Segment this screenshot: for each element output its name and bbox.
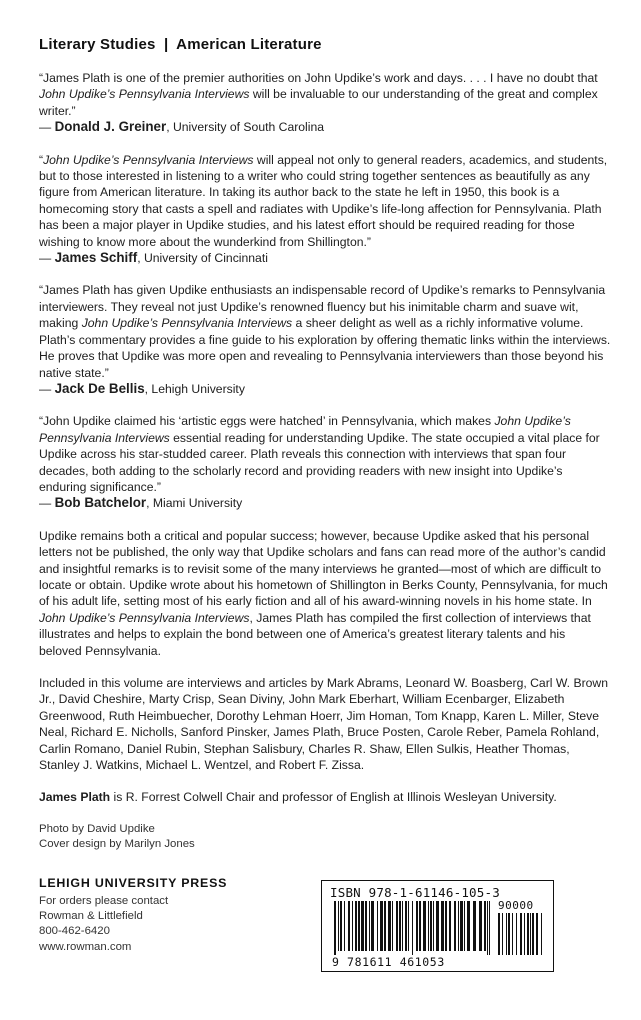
reviewer-affiliation: , Miami University — [146, 496, 243, 511]
text-run: Updike remains both a critical and popular success; however, because Updike asked that his personal letters not be published, the only way that Updike scholars and fans can read more of the author’s candid and insightful remarks is to revisit some of the many interviews he granted—most of which are difficult to locate or obtain. Updike wrote about his hometown of Shillington in Berks County, Pennsylvania, for much of his adult life, setting most of his early fiction and all of his award-winning novels in his home state. In — [39, 528, 608, 609]
cover-credit: Cover design by Marilyn Jones — [39, 838, 195, 851]
review-blurb — [39, 282, 611, 397]
website: www.rowman.com — [39, 940, 132, 953]
barcode-bars — [332, 901, 544, 955]
publisher-name: LEHIGH UNIVERSITY PRESS — [39, 876, 228, 891]
text-run: “James Plath is one of the premier authorities on John Updike’s work and days. . . . I have no doubt that — [39, 71, 598, 85]
reviewer-name: Donald J. Greiner — [54, 119, 167, 135]
text-run: a sheer delight as well as a richly informative volume. Plath’s commentary provides a fine guide to his exploration by offering thematic links within the interviews. He proves that Updike was more open and revealing to Pennsylvania interviewers than those beyond his native state.” — [39, 316, 611, 380]
review-attribution — [39, 119, 611, 135]
book-title: John Updike’s Pennsylvania Interviews — [43, 152, 254, 167]
text-run: “John Updike claimed his ‘artistic eggs were hatched’ in Pennsylvania, which makes — [39, 414, 495, 429]
book-title: John Updike’s Pennsylvania Interviews — [81, 316, 293, 331]
review-attribution — [39, 381, 611, 397]
isbn-barcode — [321, 880, 554, 972]
book-title: John Updike’s Pennsylvania Interviews — [39, 87, 250, 102]
barcode-addon-digits: 90000 — [498, 899, 534, 912]
review-attribution — [39, 495, 611, 511]
review-quote — [39, 413, 611, 495]
text-run: , James Plath has compiled the first collection of interviews that illustrates and helps to explain the bond between one of America’s greatest literary talents and his beloved Pennsylvania. — [39, 610, 591, 658]
blurbs — [39, 70, 611, 512]
review-blurb — [39, 152, 611, 267]
attribution-dash: — — [39, 381, 55, 396]
text-run: will be invaluable to our understanding of the great and complex writer.” — [39, 87, 598, 118]
credits — [39, 822, 611, 852]
text-run: essential reading for understanding Updike. The state occupied a vital place for Updike across his star-studded career. Plath reveals this connection with interviews that span four decades, both adding to the scholarly record and providing readers with new insight into Updike’s enduring significance.” — [39, 430, 600, 494]
description — [39, 528, 611, 659]
review-quote — [39, 152, 611, 250]
attribution-dash: — — [39, 496, 55, 511]
description-text — [39, 528, 611, 659]
contributors — [39, 675, 611, 773]
category-heading — [39, 36, 611, 53]
orders-line: For orders please contact — [39, 894, 169, 907]
reviewer-name: Bob Batchelor — [54, 495, 147, 511]
barcode-digits: 9 781611 461053 — [332, 955, 445, 969]
review-attribution — [39, 250, 611, 266]
photo-credit: Photo by David Updike — [39, 822, 155, 835]
reviewer-affiliation: , University of South Carolina — [166, 120, 325, 135]
reviewer-name: James Schiff — [54, 250, 138, 266]
text-run: will appeal not only to general readers, academics, and students, but to those interested in listening to a writer who could string together sentences as beautifully as any figure from American literature. In taking its author back to the state he left in 1950, this book is a homecoming story that casts a spell and radiates with Updike’s life-long affection for Pennsylvania. Plath has been a major player in Updike studies, and his latest effort should be required reading for those wishing to know more about the wunderkind from Shillington.” — [39, 152, 608, 249]
text-run: “ — [39, 152, 44, 167]
reviewer-name: Jack De Bellis — [54, 380, 145, 396]
author-name: James Plath — [39, 790, 111, 805]
category-right: American Literature — [176, 36, 322, 53]
reviewer-affiliation: , Lehigh University — [144, 381, 245, 396]
review-quote — [39, 70, 611, 119]
isbn-label: ISBN 978-1-61146-105-3 — [330, 885, 500, 900]
author-bio-text: is R. Forrest Colwell Chair and professor of English at Illinois Wesleyan University. — [110, 790, 557, 805]
book-title: John Updike’s Pennsylvania Interviews — [39, 610, 250, 625]
attribution-dash: — — [39, 120, 55, 135]
distributor-name: Rowman & Littlefield — [39, 910, 143, 923]
author-bio — [39, 789, 611, 805]
book-title: John Updike’s Pennsylvania Interviews — [39, 414, 571, 445]
attribution-dash: — — [39, 251, 55, 266]
review-blurb — [39, 413, 611, 511]
category-separator: | — [163, 36, 169, 53]
category-left: Literary Studies — [39, 36, 156, 53]
phone-number: 800-462-6420 — [39, 925, 110, 938]
text-run: “James Plath has given Updike enthusiasts an indispensable record of Updike’s remarks to Pennsylvania interviewers. They reveal not just Updike’s renowned fluency but his inimitable charm and suave wit, making — [39, 283, 606, 331]
reviewer-affiliation: , University of Cincinnati — [137, 251, 268, 266]
review-blurb — [39, 70, 611, 136]
contributors-text: Included in this volume are interviews and articles by Mark Abrams, Leonard W. Boasberg, Carl W. Brown Jr., David Cheshire, Marty Crisp, Sean Diviny, John Mark Eberhart, William Ecenbarger, Elizabeth Greenwood, Ruth Heimbuecher, Dorothy Lehman Hoerr, Jim Homan, Tom Knapp, Karen L. Miller, Steve Neal, Richard E. Nicholls, Sanford Pinsker, James Plath, Bruce Posten, Carole Reber, Pamela Rohland, Carlin Romano, Daniel Rubin, Stephan Salisbury, Charles R. Shaw, Ellen Sulkis, Heather Thomas, Stanley J. Watkins, Michael L. Wentzel, and Robert F. Zissa. — [39, 676, 608, 773]
back-cover — [39, 36, 611, 955]
review-quote — [39, 282, 611, 380]
